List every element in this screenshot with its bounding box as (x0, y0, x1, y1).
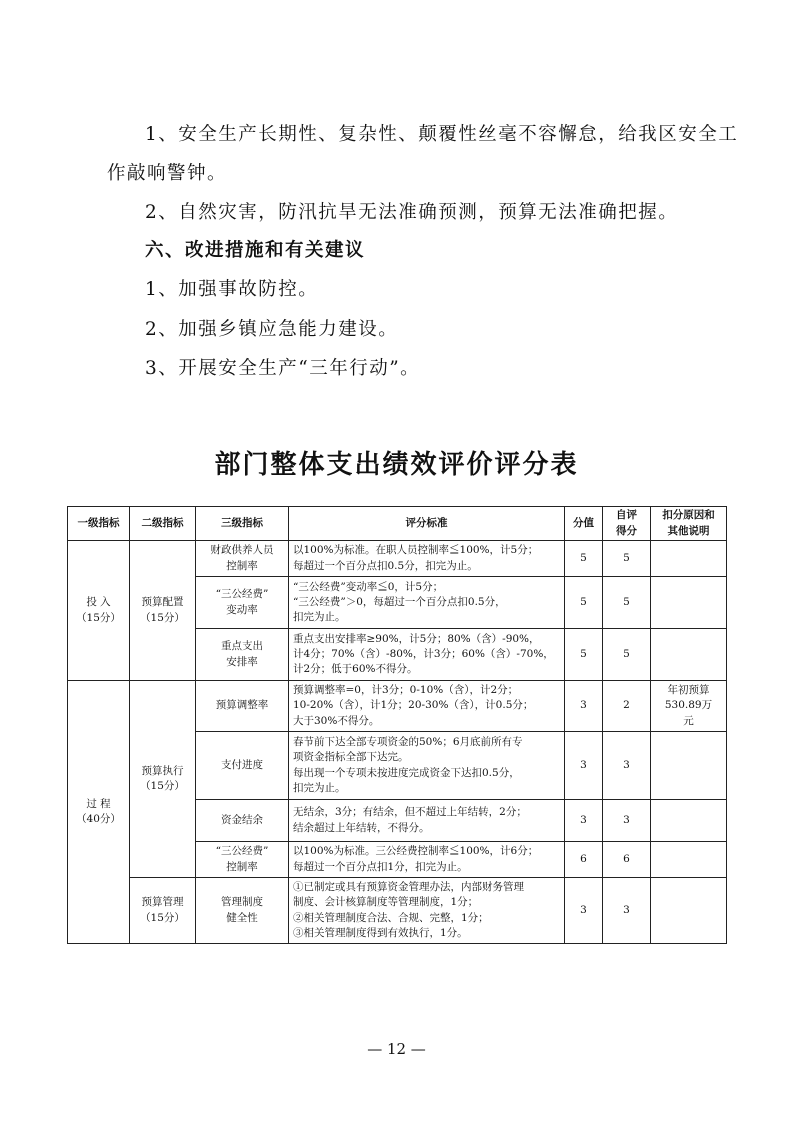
suggestion-3: 3、开展安全生产“三年行动”。 (145, 358, 421, 379)
score-table (67, 506, 727, 944)
score-cell: 5 (565, 541, 603, 577)
paragraph-1-line-1: 1、安全生产长期性、复杂性、颠覆性丝毫不容懈怠，给我区安全工 (145, 124, 739, 145)
level3-indicator: “三公经费” 变动率 (196, 577, 289, 629)
suggestion-2: 2、加强乡镇应急能力建设。 (145, 319, 399, 340)
score-cell: 3 (565, 878, 603, 944)
level3-indicator: 重点支出 安排率 (196, 629, 289, 681)
header-level2: 二级指标 (130, 507, 196, 541)
table-header-row (68, 507, 727, 541)
criteria-cell: 以100%为标准。在职人员控制率≦100%，计5分； 每超过一个百分点扣0.5分，扣完为止。 (289, 541, 565, 577)
level3-indicator: 支付进度 (196, 732, 289, 800)
score-cell: 5 (565, 577, 603, 629)
table-title: 部门整体支出绩效评价评分表 (214, 450, 579, 480)
level1-input: 投 入 （15分） (68, 541, 130, 681)
score-cell: 3 (565, 800, 603, 842)
level3-indicator: 管理制度 健全性 (196, 878, 289, 944)
header-score: 分值 (565, 507, 603, 541)
criteria-cell: 以100%为标准。三公经费控制率≦100%，计6分； 每超过一个百分点扣1分，扣完为止。 (289, 842, 565, 878)
criteria-cell: 春节前下达全部专项资金的50%；6月底前所有专 项资金指标全部下达完。 每出现一个专项未按进度完成资金下达扣0.5分， 扣完为止。 (289, 732, 565, 800)
score-cell: 5 (565, 629, 603, 681)
level3-indicator: 财政供养人员 控制率 (196, 541, 289, 577)
reason-cell (651, 629, 727, 681)
score-cell: 3 (565, 681, 603, 732)
score-cell: 3 (565, 732, 603, 800)
criteria-cell: 预算调整率=0，计3分；0-10%（含），计2分； 10-20%（含），计1分；20-30%（含），计0.5分； 大于30%不得分。 (289, 681, 565, 732)
self-score-cell: 2 (603, 681, 651, 732)
reason-cell (651, 800, 727, 842)
section-heading-6: 六、改进措施和有关建议 (145, 240, 366, 261)
header-criteria: 评分标准 (289, 507, 565, 541)
suggestion-1: 1、加强事故防控。 (145, 279, 319, 300)
level2-budget-execution: 预算执行 （15分） (130, 681, 196, 878)
self-score-cell: 5 (603, 577, 651, 629)
header-reason: 扣分原因和 其他说明 (651, 507, 727, 541)
header-self-score: 自评 得分 (603, 507, 651, 541)
self-score-cell: 3 (603, 878, 651, 944)
score-cell: 6 (565, 842, 603, 878)
header-level3: 三级指标 (196, 507, 289, 541)
level1-process: 过 程 （40分） (68, 681, 130, 944)
self-score-cell: 5 (603, 629, 651, 681)
page-number: — 12 — (367, 1040, 426, 1058)
self-score-cell: 3 (603, 732, 651, 800)
self-score-cell: 6 (603, 842, 651, 878)
self-score-cell: 3 (603, 800, 651, 842)
reason-cell (651, 732, 727, 800)
paragraph-2: 2、自然灾害，防汛抗旱无法准确预测，预算无法准确把握。 (145, 202, 679, 223)
level3-indicator: 预算调整率 (196, 681, 289, 732)
table-row (68, 878, 727, 944)
table-row (68, 681, 727, 732)
criteria-cell: 重点支出安排率≥90%，计5分；80%（含）-90%， 计4分；70%（含）-80%，计3分；60%（含）-70%， 计2分；低于60%不得分。 (289, 629, 565, 681)
reason-cell (651, 541, 727, 577)
reason-cell (651, 577, 727, 629)
reason-cell (651, 878, 727, 944)
table-row (68, 541, 727, 577)
paragraph-1-line-2: 作敲响警钟。 (107, 163, 228, 184)
self-score-cell: 5 (603, 541, 651, 577)
criteria-cell: “三公经费”变动率≦0，计5分； “三公经费”＞0，每超过一个百分点扣0.5分， 扣完为止。 (289, 577, 565, 629)
level3-indicator: “三公经费” 控制率 (196, 842, 289, 878)
level2-budget-management: 预算管理 （15分） (130, 878, 196, 944)
criteria-cell: ①已制定或具有预算资金管理办法，内部财务管理 制度、会计核算制度等管理制度，1分； ②相关管理制度合法、合规、完整，1分； ③相关管理制度得到有效执行，1分。 (289, 878, 565, 944)
header-level1: 一级指标 (68, 507, 130, 541)
reason-cell: 年初预算 530.89万 元 (651, 681, 727, 732)
criteria-cell: 无结余，3分；有结余，但不超过上年结转，2分； 结余超过上年结转，不得分。 (289, 800, 565, 842)
level2-budget-allocation: 预算配置 （15分） (130, 541, 196, 681)
level3-indicator: 资金结余 (196, 800, 289, 842)
reason-cell (651, 842, 727, 878)
